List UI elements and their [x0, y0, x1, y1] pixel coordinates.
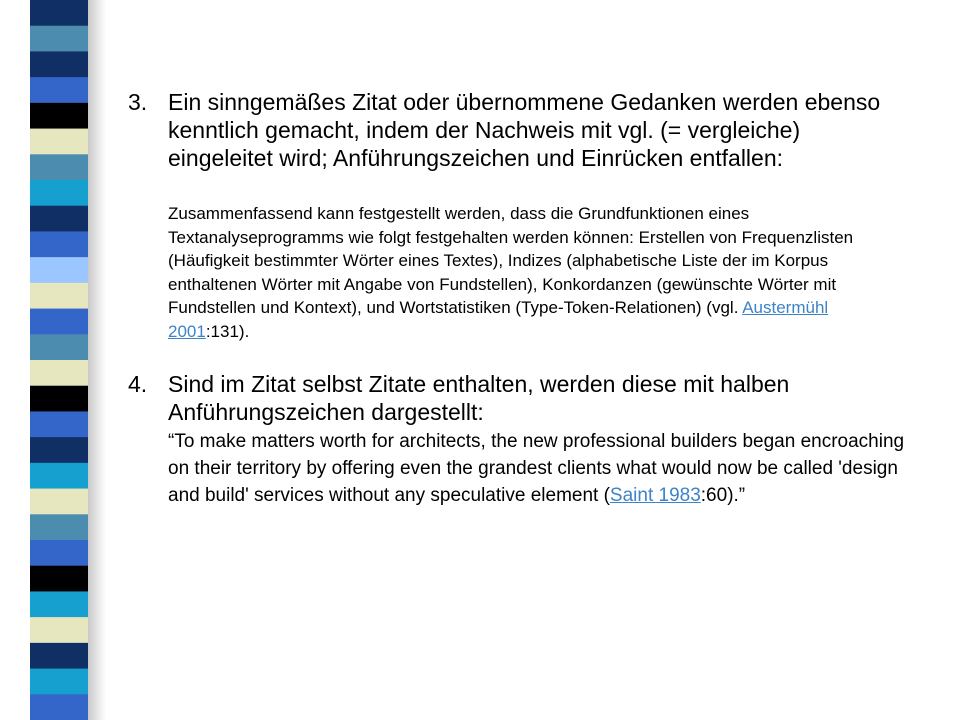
stripe-band: [30, 669, 88, 695]
stripe-band: [30, 154, 88, 180]
item-number: 4.: [128, 371, 148, 397]
stripe-band: [30, 591, 88, 617]
quote-text: “To make matters worth for architects, the new professional builders began encroaching on their territory by offering even the grandest clients what would now be called 'design and build' services without any speculative element (: [168, 431, 905, 506]
stripe-band: [30, 26, 88, 52]
stripe-band: [30, 0, 88, 26]
item-text: Ein sinngemäßes Zitat oder übernommene Gedanken werden ebenso kenntlich gemacht, indem der Nachweis mit vgl. (= vergleiche) eingeleitet wird; Anführungszeichen und Einrücken entfallen:: [168, 89, 881, 171]
quote-text: Zusammenfassend kann festgestellt werden, dass die Grundfunktionen eines Textanalyseprogramms wie folgt festgehalten werden können: Erstellen von Frequenzlisten (Häufigkeit bestimmter Wörter eines Textes), Indizes (alphabetische Liste der im Korpus enthaltenen Wörter mit Angabe von Fundstellen), Konkordanzen (gewünschte Wörter mit Fundstellen und Kontext), und Wortstatistiken (Type-Token-Relationen) (vgl.: [168, 204, 854, 317]
stripe-band: [30, 334, 88, 360]
citation-link-austermuehl[interactable]: Austermühl 2001: [168, 298, 829, 341]
stripe-band: [30, 617, 88, 643]
stripe-band: [30, 437, 88, 463]
nested-quote-block: [168, 428, 908, 509]
stripe-shadow: [88, 0, 106, 720]
stripe-band: [30, 694, 88, 720]
stripe-band: [30, 360, 88, 386]
stripe-band: [30, 643, 88, 669]
stripe-band: [30, 411, 88, 437]
quote-text-end: :60).”: [700, 485, 746, 506]
quote-text-end: :131).: [205, 321, 250, 341]
stripe-band: [30, 309, 88, 335]
stripe-band: [30, 51, 88, 77]
item-text: Sind im Zitat selbst Zitate enthalten, werden diese mit halben Anführungszeichen dargestellt:: [168, 371, 790, 425]
stripe-band: [30, 206, 88, 232]
item-number: 3.: [128, 89, 148, 115]
stripe-band: [30, 514, 88, 540]
stripe-band: [30, 231, 88, 257]
stripe-band: [30, 257, 88, 283]
indirect-quote-block: [168, 202, 888, 343]
stripe-band: [30, 540, 88, 566]
stripe-band: [30, 463, 88, 489]
stripe-band: [30, 489, 88, 515]
stripe-band: [30, 77, 88, 103]
stripe-band: [30, 566, 88, 592]
citation-link-saint[interactable]: Saint 1983: [609, 485, 701, 506]
stripe-band: [30, 386, 88, 412]
decorative-color-stripe: [30, 0, 88, 720]
stripe-band: [30, 283, 88, 309]
stripe-band: [30, 129, 88, 155]
stripe-band: [30, 180, 88, 206]
stripe-band: [30, 103, 88, 129]
